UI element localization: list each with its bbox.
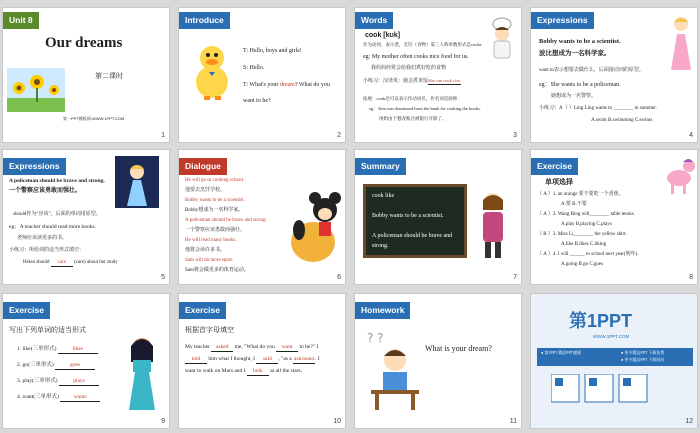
slide-number: 1 [161,132,165,139]
dialogue-line-5: A policeman should be brave and strong. [185,218,267,223]
example: eg：She wants to be a policeman. [539,82,621,88]
slide-number: 2 [337,132,341,139]
example-en: eg: My mother often cooks nice food for us. [363,54,469,60]
practice-sentence [23,260,118,267]
question-1: （ A ）1. an orange 要不要吃一个香蕉。 [537,192,624,197]
slide-title: Our dreams [45,35,123,51]
logo: 第1PPT [569,311,633,331]
duckling-illustration [187,40,237,102]
item-2-prompt: 2. go(三单形式) [17,362,54,368]
slide-9[interactable] [2,293,170,429]
slide-tag: Summary [355,158,406,175]
dialogue-line-8: 他将会读许多书。 [185,248,226,253]
example: eg：A teacher should read more books. [9,224,97,230]
slide-tag: Words [355,12,393,29]
practice-options: A.swim B.swimming C.swims [591,118,653,123]
blank-answer: told [185,356,207,364]
question-4-options: A.going B.go C.goes [561,262,604,267]
extension-cn: 汤姆由于篡改账目被银行开除了。 [379,116,447,121]
item-4 [17,394,100,402]
blank-answer: astronaut [294,356,315,362]
dialogue-line-3: Bobby wants to be a scientist. [185,198,245,203]
question-2-options: A.play B.playing C.plays [561,222,612,227]
passage-line-3 [185,368,302,376]
key-sentence-cn: 波比想成为一名科学家。 [539,50,611,57]
exercise-title: 单项选择 [545,178,573,186]
item-4-prompt: 4. want(三单形式) [17,394,59,400]
dialogue-line-4: Bobby想成为一名科学家。 [185,208,244,213]
slide-number: 4 [689,132,693,139]
dialogue-line-10: Sam将会做更多的体育运动。 [185,268,249,273]
chef-girl-illustration [485,16,519,60]
slide-tag: Homework [355,302,410,319]
slide-number: 11 [509,418,517,425]
slide-tag: Exercise [179,302,226,319]
dialogue-line-2: 他要去烹饪学校。 [185,188,226,193]
sunflower-field-image [7,68,65,112]
practice: 小练习：A（ ）Ling Ling wants to ________ in summer. [539,106,657,111]
mickey-pluto-illustration [285,190,343,266]
practice-answer: care [51,260,73,267]
dialogue-line-3: T: What's your dream? What do you [243,82,330,88]
note: want to表示想要去做什么，后面接动词的原型。 [539,68,644,73]
dialogue-line-6: 一个警察应该勇敢而强壮。 [185,228,246,233]
slide-12[interactable] [530,293,698,429]
question-2: （ A ）2. Wang Bing will________ table tennis. [537,212,635,217]
item-1-prompt: 1. like(三单形式) [17,346,57,352]
question-4: （ A ）4. I will ______ to school next year(明年). [537,252,639,257]
banner-line-1: ● 第1PPT 精品PPT模板 [541,350,582,355]
item-2-answer: goes [55,362,95,370]
practice-label: 小练习：汉译英：她会煮米饭 [363,79,429,84]
passage-text: at all the stars. [268,368,303,374]
note: should作为“应该”，后面的单词用原型。 [13,212,101,217]
slide-tag: Exercise [3,302,50,319]
slide-number: 10 [333,418,341,425]
headword: cook [kʊk] [365,32,401,39]
slide-10[interactable] [178,293,346,429]
key-sentence: Bobby wants to be a scientist. [539,38,621,45]
slide-number: 3 [513,132,517,139]
exercise-title: 根据首字母填空 [185,326,234,334]
dream-word: dream [279,82,295,88]
homework-question: What is your dream? [425,344,492,353]
dialogue-line-2: S: Hello. [243,65,265,71]
banner-line-2: ● 更多精品PPT 下载免费 [621,350,665,355]
slide-tag: Introduce [179,12,230,29]
slide-number: 7 [513,274,517,281]
chalkboard [363,184,467,258]
passage-text: , "as a [278,356,294,362]
slide-subtitle: 第二课时 [95,72,123,80]
slide-number: 5 [161,274,165,281]
board-line-1: cook like [372,193,395,199]
slide-7[interactable] [354,149,522,285]
slide-number: 6 [337,274,341,281]
slide-4[interactable] [530,7,698,143]
question-1-options: A.要 B.不要 [561,202,587,207]
slide-tag: Expressions [3,158,66,175]
slide-tag: Expressions [531,12,594,29]
slide-11[interactable] [354,293,522,429]
slide-number: 8 [689,274,693,281]
dialogue-line-9: Sam will do more sport. [185,258,234,263]
example-cn: 我妈妈经常会给我们煮好吃的食物 [371,66,447,71]
board-line-4: strong. [372,243,389,249]
practice-answer: She can cook rice. [428,78,462,83]
definition: 作为动词，表示煮，烹饪（食物）第三人称单数形式是cooks [363,42,482,47]
slide-8[interactable] [530,149,698,285]
slide-5[interactable] [2,149,170,285]
slide-6[interactable] [178,149,346,285]
item-3-prompt: 3. play(三单形式) [17,378,58,384]
passage-text: him what I thought, I [207,356,257,362]
passage-line-1 [185,344,318,352]
passage-text: to be?" I [298,344,319,350]
key-sentence-cn: 一个警察应该勇敢而强壮。 [9,188,82,194]
slide-1[interactable] [2,7,170,143]
question-3: （ B ）3. Miss Li________ the yellow shirt. [537,232,627,237]
passage-line-2 [185,356,320,364]
practice-prefix: Helen should [23,260,51,265]
dialogue-line-7: He will read many books. [185,238,237,243]
blank-answer: said [256,356,278,364]
logo-site: WWW.1PPT.COM [593,334,630,339]
teacher-illustration [473,190,513,260]
item-1-answer: likes [58,346,98,354]
item-1 [17,346,98,354]
slide-footer: 第一PPT模板网-WWW.1PPT.COM [63,116,125,121]
item-4-answer: wants [60,394,100,402]
slide-number: 9 [161,418,165,425]
passage-text: My teacher [185,344,212,350]
cinderella-illustration [115,156,159,208]
passage-text: . I [315,356,320,362]
exercise-title: 写出下列单词的适当形式 [9,326,86,334]
blue-banner [537,348,693,366]
board-line-2: Bobby wants to be a scientist. [372,213,444,219]
example-cn: 她想成为一名警察。 [551,94,597,99]
item-3 [17,378,99,386]
passage-text: want to walk on Mars and I [185,368,247,374]
key-sentence: A policeman should be brave and strong. [9,178,105,184]
practice [363,78,461,85]
jasmine-illustration [119,332,165,412]
slide-tag: Dialogue [179,158,227,175]
princess-illustration [665,14,697,70]
slide-tag: Exercise [531,158,578,175]
qr-code-placeholder [551,374,675,410]
dialogue-line-1: T: Hello, boys and girls! [243,48,302,54]
passage-text: me, "What do you [233,344,277,350]
extension: 拓展：cook还可以表示作动词名，作名词是厨师： [363,96,462,101]
item-3-answer: plays [59,378,99,386]
practice: 小练习：所给词的适当形式填空： [9,248,85,253]
banner-line-3: ● 更多精品PPT 下载网站 [621,357,665,362]
slide-3[interactable] [354,7,522,143]
slide-2[interactable] [178,7,346,143]
blank-answer: asked [211,344,233,352]
pony-illustration [663,154,697,196]
practice-suffix: (care) about her study [72,260,118,265]
board-line-3: A policeman should be brave and [372,233,453,239]
slide-tag: Unit 8 [3,12,39,29]
dialogue-line-1: He will go to cooking school. [185,178,245,183]
item-2 [17,362,95,370]
example-cn: 老师应该读更多的书。 [17,236,68,241]
question-3-options: A.like B.likes C.liking [561,242,607,247]
dialogue-line-4: want to be? [243,98,271,104]
thinking-boy-illustration [365,330,421,410]
blank-answer: look [247,368,269,376]
extension-example: eg：Tom was dismissed from the bank for cooking the books. [369,106,481,111]
svg-text:? ?: ? ? [367,331,384,345]
slide-number: 12 [685,418,693,425]
blank-answer: want [276,344,298,352]
